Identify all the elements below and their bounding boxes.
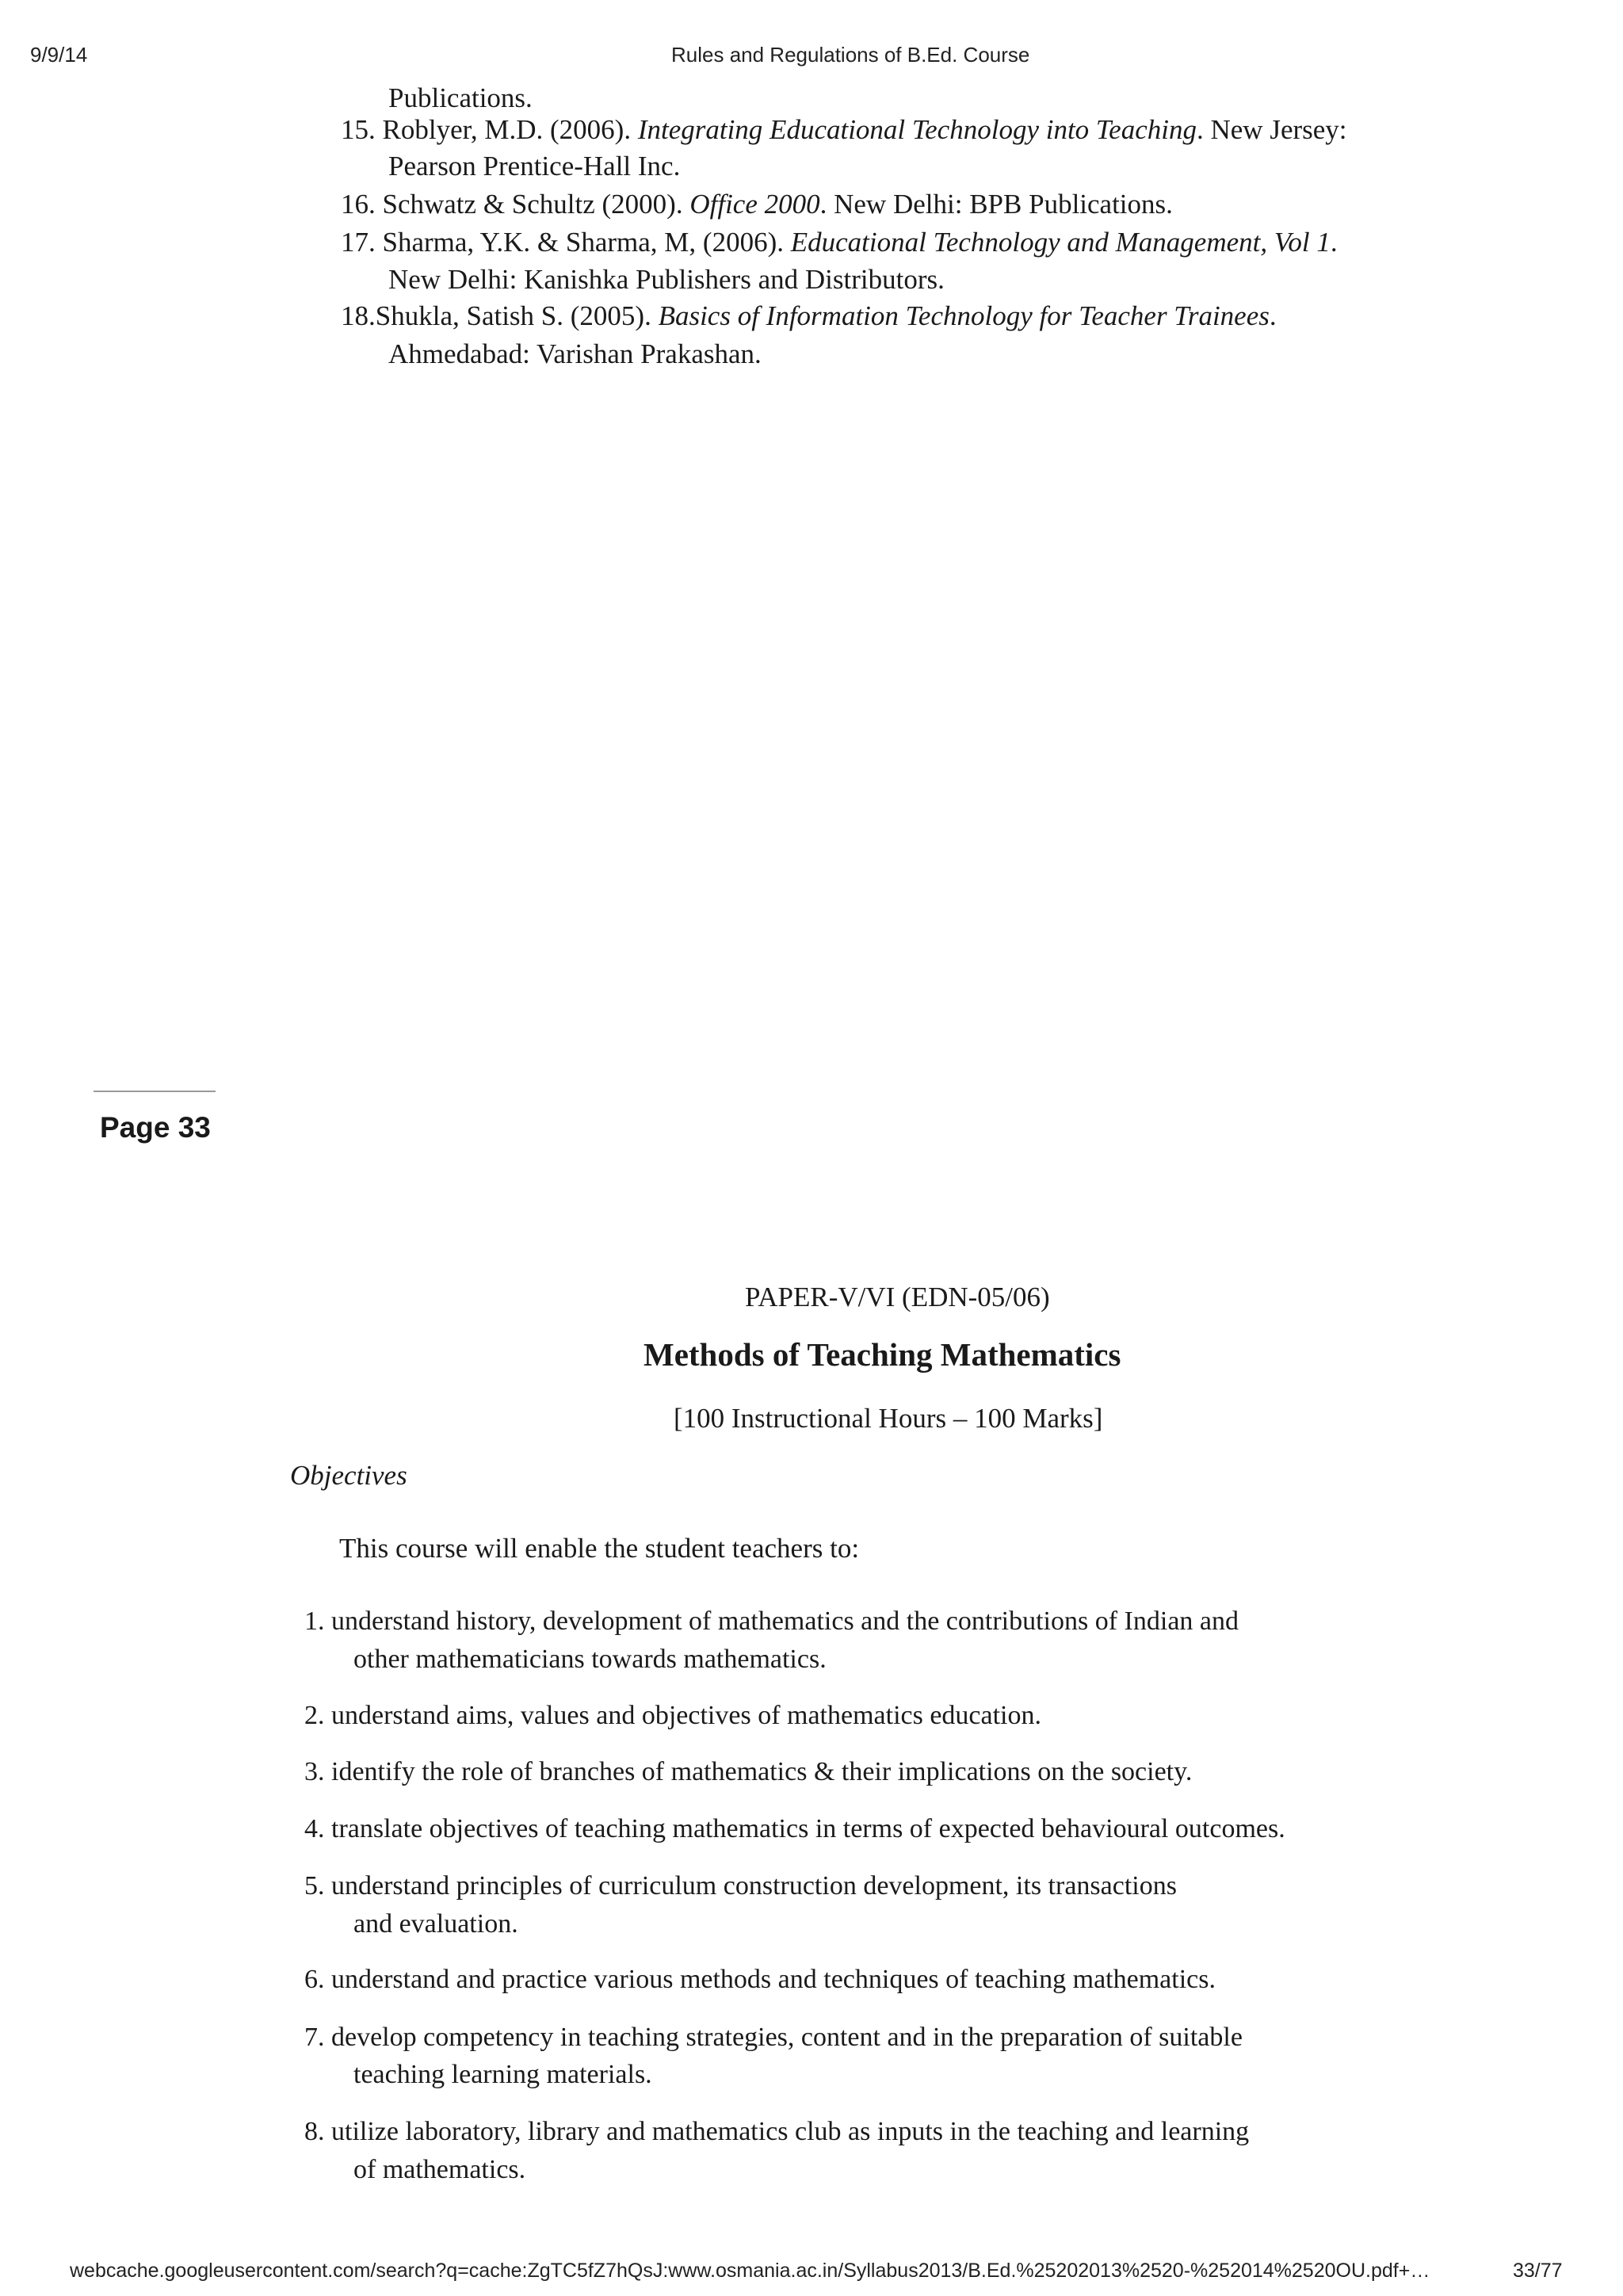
objective-number: 2. <box>304 1701 325 1730</box>
objectives-heading: Objectives <box>290 1460 407 1491</box>
reference-author: Schwatz & Schultz (2000). <box>382 189 690 220</box>
reference-title: Office 2000 <box>689 189 820 220</box>
objective-item <box>304 1867 1177 1905</box>
print-title: Rules and Regulations of B.Ed. Course <box>671 43 1030 67</box>
objective-number: 5. <box>304 1871 325 1901</box>
paper-hours: [100 Instructional Hours – 100 Marks] <box>674 1403 1103 1434</box>
page-divider <box>94 1091 216 1092</box>
objective-text: understand history, development of mathematics and the contributions of Indian and <box>331 1606 1239 1636</box>
page-number-label: Page 33 <box>100 1111 211 1144</box>
source-url: webcache.googleusercontent.com/search?q=cache:ZgTC5fZ7hQsJ:www.osmania.ac.in/Syllabus2013/B.Ed.%25202013%2520-%252014%2520OU.pdf+… <box>70 2260 1430 2282</box>
objective-item <box>304 1961 1216 1999</box>
objective-text: understand principles of curriculum construction development, its transactions <box>331 1871 1177 1901</box>
print-date: 9/9/14 <box>30 43 88 67</box>
objectives-intro: This course will enable the student teachers to: <box>339 1533 860 1564</box>
reference-title: Integrating Educational Technology into Teaching <box>637 114 1197 145</box>
objective-item <box>304 1697 1041 1735</box>
objective-text: understand and practice various methods and techniques of teaching mathematics. <box>331 1965 1216 1994</box>
objective-number: 7. <box>304 2023 325 2052</box>
objective-item <box>304 1810 1285 1848</box>
reference-item <box>341 223 1338 261</box>
reference-item-continuation: Ahmedabad: Varishan Prakashan. <box>388 338 762 369</box>
reference-number: 15. <box>341 114 376 145</box>
reference-item <box>341 185 1173 223</box>
reference-item <box>341 297 1277 334</box>
objective-text: translate objectives of teaching mathematics in terms of expected behavioural outcomes. <box>331 1814 1285 1843</box>
objective-number: 6. <box>304 1965 325 1994</box>
reference-number: 17. <box>341 227 376 258</box>
reference-item-continuation: New Delhi: Kanishka Publishers and Distributors. <box>388 264 945 295</box>
objective-item <box>304 1603 1239 1641</box>
objective-text: identify the role of branches of mathematics & their implications on the society. <box>331 1757 1193 1786</box>
objective-number: 4. <box>304 1814 325 1843</box>
objective-item-continuation: and evaluation. <box>353 1909 518 1939</box>
objective-item <box>304 2113 1249 2151</box>
objective-item <box>304 2019 1243 2057</box>
reference-author: Sharma, Y.K. & Sharma, M, (2006). <box>382 227 791 258</box>
objective-item-continuation: other mathematicians towards mathematics. <box>353 1645 827 1674</box>
objective-number: 3. <box>304 1757 325 1786</box>
paper-code: PAPER-V/VI (EDN-05/06) <box>745 1282 1050 1312</box>
objective-item <box>304 1753 1192 1791</box>
objective-text: understand aims, values and objectives of mathematics education. <box>331 1701 1042 1730</box>
paper-title: Methods of Teaching Mathematics <box>643 1336 1121 1373</box>
print-page-count: 33/77 <box>1513 2260 1563 2282</box>
reference-title: Educational Technology and Management, Vol 1 <box>790 227 1331 258</box>
objective-text: develop competency in teaching strategies, content and in the preparation of suitable <box>331 2023 1243 2052</box>
objective-text: utilize laboratory, library and mathematics club as inputs in the teaching and learning <box>331 2117 1250 2146</box>
reference-author: Shukla, Satish S. (2005). <box>375 300 659 331</box>
objective-item-continuation: of mathematics. <box>353 2155 526 2184</box>
reference-tail: . <box>1330 227 1338 258</box>
reference-tail: . New Jersey: <box>1196 114 1347 145</box>
reference-item <box>341 111 1347 148</box>
objective-number: 1. <box>304 1606 325 1636</box>
reference-author: Roblyer, M.D. (2006). <box>382 114 638 145</box>
reference-continuation: Publications. <box>388 82 533 113</box>
reference-tail: . <box>1269 300 1277 331</box>
objective-number: 8. <box>304 2117 325 2146</box>
reference-number: 18. <box>341 300 376 331</box>
reference-tail: . New Delhi: BPB Publications. <box>819 189 1173 220</box>
objective-item-continuation: teaching learning materials. <box>353 2060 652 2089</box>
reference-item-continuation: Pearson Prentice-Hall Inc. <box>388 151 681 181</box>
reference-number: 16. <box>341 189 376 220</box>
reference-title: Basics of Information Technology for Teacher Trainees <box>658 300 1270 331</box>
